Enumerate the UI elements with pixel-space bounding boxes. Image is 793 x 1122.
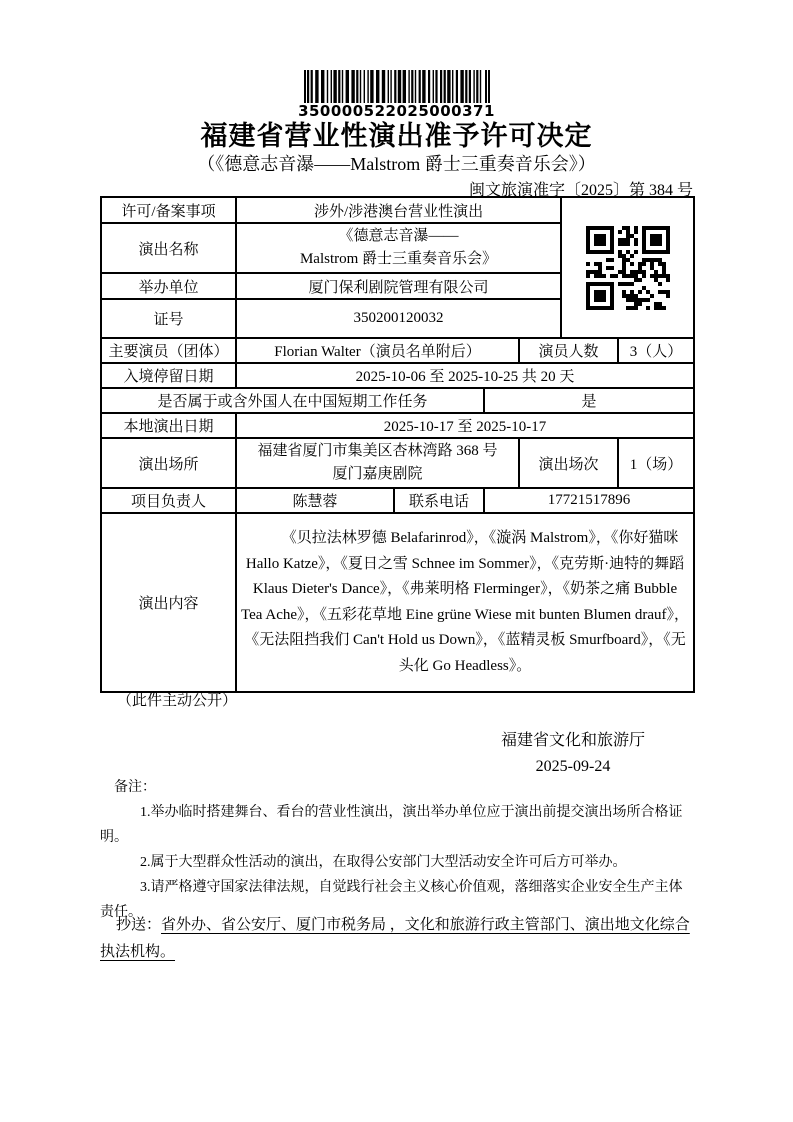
cc-label: 抄送： — [116, 917, 162, 933]
permit-item-label: 许可/备案事项 — [101, 197, 236, 223]
certificate-no-value: 350200120032 — [236, 299, 561, 338]
performer-count-value: 3（人） — [618, 338, 694, 363]
performer-count-label: 演员人数 — [519, 338, 618, 363]
content-label: 演出内容 — [101, 513, 236, 692]
local-dates-label: 本地演出日期 — [101, 413, 236, 438]
table-row — [101, 413, 694, 438]
phone-label: 联系电话 — [394, 488, 484, 513]
document-number: 闽文旅演准字〔2025〕第 384 号 — [468, 182, 693, 199]
venue-value — [236, 438, 519, 488]
project-lead-label: 项目负责人 — [101, 488, 236, 513]
certificate-no-label: 证号 — [101, 299, 236, 338]
project-lead-value: 陈慧蓉 — [236, 488, 394, 513]
cc-section — [100, 912, 695, 966]
table-row — [101, 488, 694, 513]
organizer-value: 厦门保利剧院管理有限公司 — [236, 273, 561, 299]
issuing-authority: 福建省文化和旅游厅 — [500, 732, 645, 749]
remark-item-3: 3.请严格遵守国家法律法规，自觉践行社会主义核心价值观，落细落实企业安全生产主体责任。 — [100, 880, 683, 920]
barcode-image — [304, 70, 490, 103]
issuing-authority-block — [493, 728, 653, 780]
venue-line2: 厦门嘉庚剧院 — [332, 466, 423, 482]
table-row — [101, 388, 694, 413]
venue-label: 演出场所 — [101, 438, 236, 488]
public-disclosure-note: （此件主动公开） — [117, 693, 238, 709]
short-term-work-value: 是 — [484, 388, 694, 413]
permit-table — [100, 196, 695, 693]
performance-name-line2: Malstrom 爵士三重奏音乐会》 — [299, 251, 498, 267]
main-performers-label: 主要演员（团体） — [101, 338, 236, 363]
performance-name-label: 演出名称 — [101, 223, 236, 273]
barcode-number: 350000522025000371 — [298, 102, 495, 120]
main-performers-value: Florian Walter（演员名单附后） — [236, 338, 519, 363]
remark-item-1: 1.举办临时搭建舞台、看台的营业性演出，演出举办单位应于演出前提交演出场所合格证明。 — [100, 805, 683, 845]
table-row — [101, 438, 694, 488]
page-subtitle: （《德意志音瀑——Malstrom 爵士三重奏音乐会》） — [197, 154, 596, 174]
table-row — [101, 197, 694, 223]
content-text: 《贝拉法林罗德 Belafarinrod》，《漩涡 Malstrom》，《你好猫咪 Hallo Katze》，《夏日之雪 Schnee im Sommer》，《克劳斯·迪特的舞蹈 Klaus Dieter's Dance》，《弗莱明格 Flerminger》，《奶茶之痛 Bubble Tea Ache》，《五彩花草地 Eine grüne Wiese mit bunten Blumen drauf》，《无法阻挡我们 Can't Hold us Down》，《蓝精灵板 Smurfboard》，《无头化 Go Headless》。 — [241, 530, 690, 674]
remark-item-2: 2.属于大型群众性活动的演出，在取得公安部门大型活动安全许可后方可举办。 — [140, 855, 627, 870]
cc-text: 省外办、省公安厅、厦门市税务局 ，文化和旅游行政主管部门、演出地文化综合执法机构。 — [100, 917, 690, 960]
entry-stay-label: 入境停留日期 — [101, 363, 236, 388]
remarks-label: 备注： — [114, 780, 156, 795]
issue-date: 2025-09-24 — [535, 758, 611, 775]
performance-name-line1: 《德意志音瀑—— — [338, 228, 459, 244]
barcode-block — [0, 70, 793, 119]
table-row — [101, 513, 694, 692]
organizer-label: 举办单位 — [101, 273, 236, 299]
page-title: 福建省营业性演出准予许可决定 — [200, 121, 593, 151]
sessions-value: 1（场） — [618, 438, 694, 488]
local-dates-value: 2025-10-17 至 2025-10-17 — [236, 413, 694, 438]
short-term-work-label: 是否属于或含外国人在中国短期工作任务 — [101, 388, 484, 413]
table-row — [101, 363, 694, 388]
performance-name-value — [236, 223, 561, 273]
content-value — [236, 513, 694, 692]
permit-item-value: 涉外/涉港澳台营业性演出 — [236, 197, 561, 223]
table-row — [101, 338, 694, 363]
remarks-section — [100, 775, 695, 925]
qr-code-image — [585, 225, 671, 311]
sessions-label: 演出场次 — [519, 438, 618, 488]
qr-code-cell — [561, 197, 694, 338]
venue-line1: 福建省厦门市集美区杏林湾路 368 号 — [257, 443, 498, 459]
phone-value: 17721517896 — [484, 488, 694, 513]
entry-stay-value: 2025-10-06 至 2025-10-25 共 20 天 — [236, 363, 694, 388]
